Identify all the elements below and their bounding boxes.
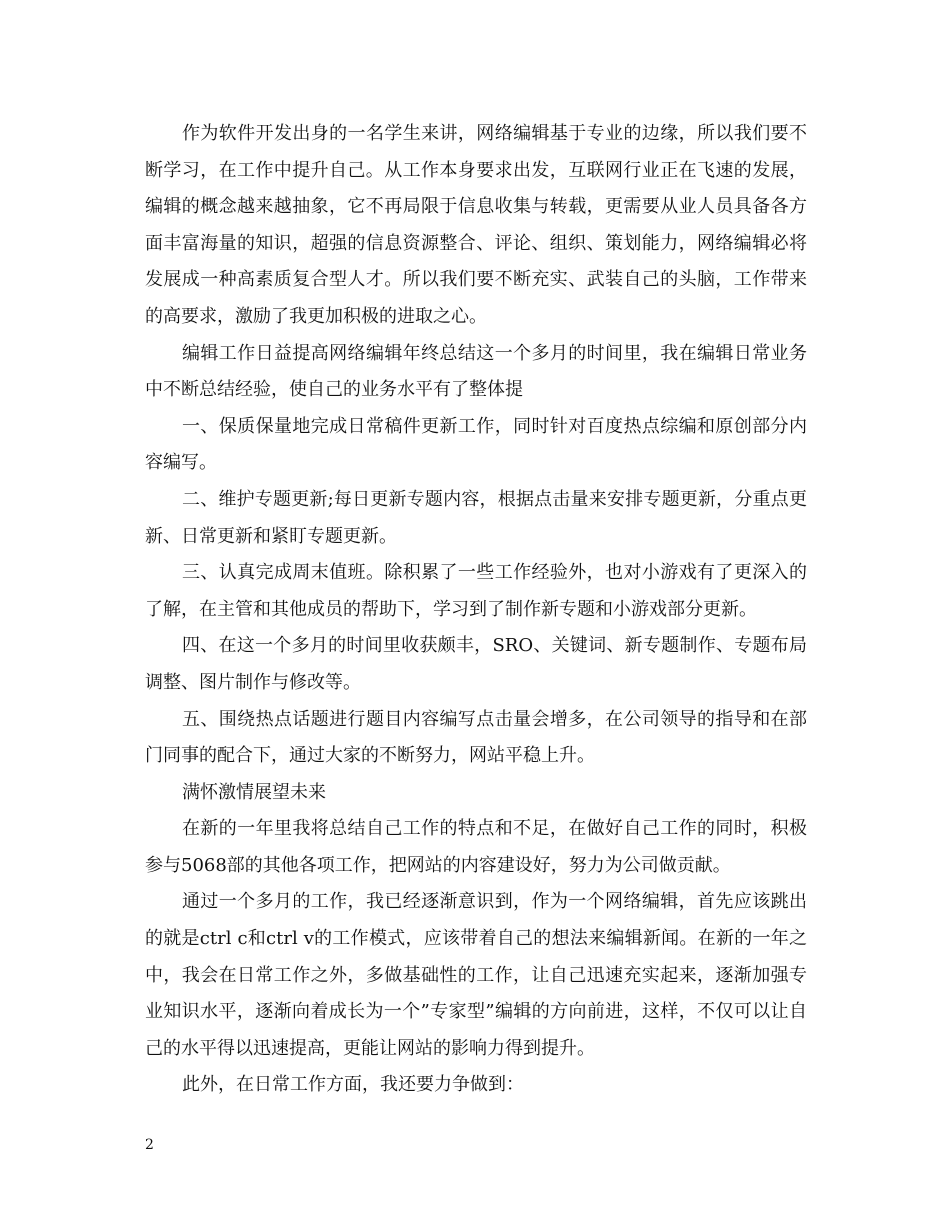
page-number: 2 <box>145 1137 154 1153</box>
paragraph-closing: 此外，在日常工作方面，我还要力争做到： <box>182 1074 524 1096</box>
paragraph-reflection: 通过一个多月的工作，我已经逐渐意识到，作为一个网络编辑，首先应该跳出的就是ctrl c和ctrl v的工作模式，应该带着自己的想法来编辑新闻。在新的一年之中，我会在日常工作之外，多做基础性的工作，让自己迅速充实起来，逐渐加强专业知识水平，逐渐向着成长为一个”专家型”编辑的方向前进，这样，不仅可以让自己的水平得以迅速提高，更能让网站的影响力得到提升。 <box>145 891 807 1059</box>
section-heading-future: 满怀激情展望未来 <box>182 781 326 803</box>
paragraph-new-year: 在新的一年里我将总结自己工作的特点和不足，在做好自己工作的同时，积极参与5068部的其他各项工作，把网站的内容建设好，努力为公司做贡献。 <box>145 818 807 876</box>
document-body <box>145 116 807 1104</box>
paragraph-summary: 编辑工作日益提高网络编辑年终总结这一个多月的时间里，我在编辑日常业务中不断总结经验，使自己的业务水平有了整体提 <box>145 342 807 401</box>
paragraph-item-4: 四、在这一个多月的时间里收获颇丰，SRO、关键词、新专题制作、专题布局调整、图片制作与修改等。 <box>145 635 807 693</box>
paragraph-item-3: 三、认真完成周末值班。除积累了一些工作经验外，也对小游戏有了更深入的了解，在主管和其他成员的帮助下，学习到了制作新专题和小游戏部分更新。 <box>145 562 807 620</box>
paragraph-item-5: 五、围绕热点话题进行题目内容编写点击量会增多，在公司领导的指导和在部门同事的配合下，通过大家的不断努力，网站平稳上升。 <box>145 708 807 767</box>
paragraph-item-2: 二、维护专题更新;每日更新专题内容，根据点击量来安排专题更新，分重点更新、日常更新和紧盯专题更新。 <box>145 488 807 547</box>
paragraph-intro: 作为软件开发出身的一名学生来讲，网络编辑基于专业的边缘，所以我们要不断学习，在工作中提升自己。从工作本身要求出发，互联网行业正在飞速的发展，编辑的概念越来越抽象，它不再局限于信息收集与转载，更需要从业人员具备各方面丰富海量的知识，超强的信息资源整合、评论、组织、策划能力，网络编辑必将发展成一种高素质复合型人才。所以我们要不断充实、武装自己的头脑，工作带来的高要求，激励了我更加积极的进取之心。 <box>145 123 807 327</box>
paragraph-item-1: 一、保质保量地完成日常稿件更新工作，同时针对百度热点综编和原创部分内容编写。 <box>145 415 807 474</box>
